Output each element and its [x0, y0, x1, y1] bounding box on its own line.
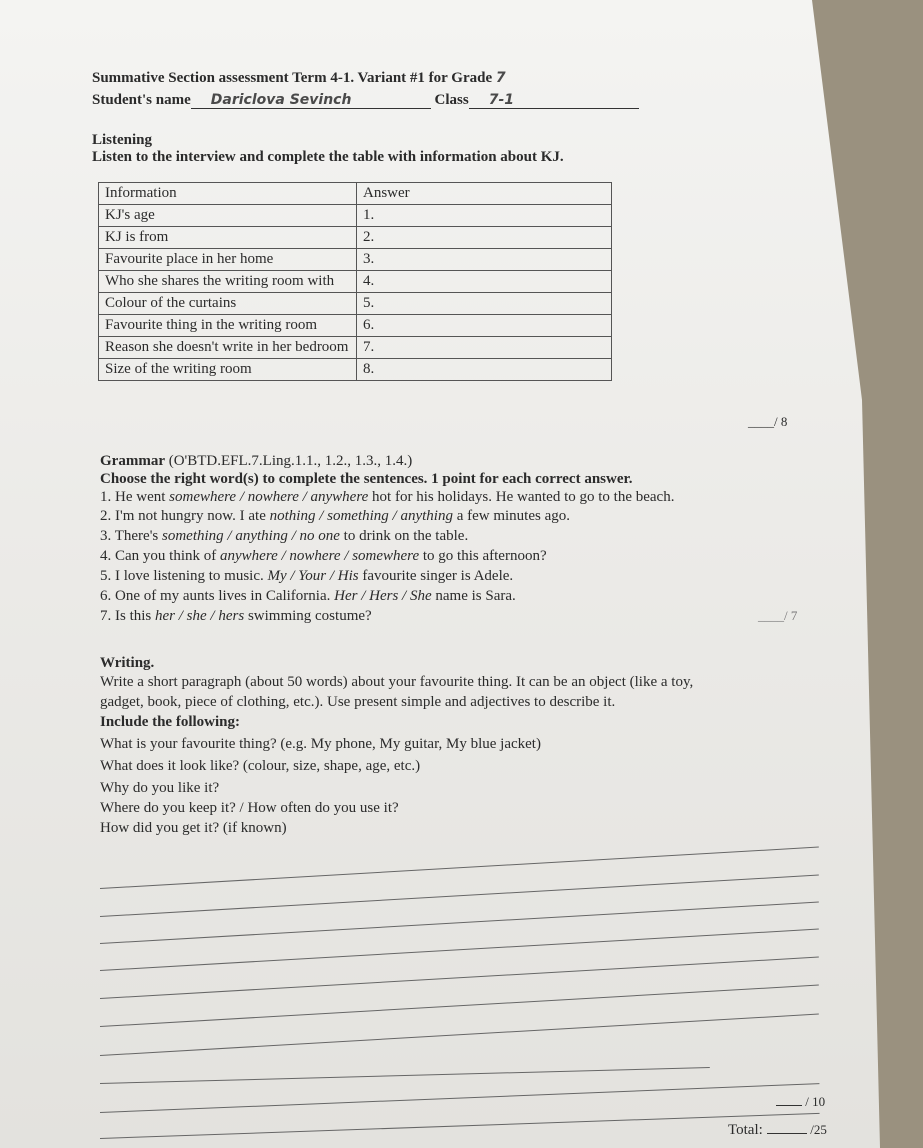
header-information: Information	[99, 183, 357, 205]
listening-instruction: Listen to the interview and complete the table with information about KJ.	[92, 149, 564, 165]
item-text: 5. I love listening to music.	[100, 568, 268, 584]
writing-instruction-1-text: Write a short paragraph (about 50 words) about your favourite thing. It can be an object (like a toy,	[100, 674, 694, 690]
grammar-item-5	[100, 568, 513, 585]
class-value: 7-1	[488, 92, 515, 108]
row-info: Size of the writing room	[99, 359, 357, 381]
row-answer[interactable]: 2.	[357, 227, 612, 249]
table-row	[99, 249, 612, 271]
grammar-code: (O'BTD.EFL.7.Ling.1.1., 1.2., 1.3., 1.4.)	[168, 453, 413, 469]
item-options[interactable]: anywhere / nowhere / somewhere	[220, 548, 420, 564]
grammar-heading: Grammar	[100, 453, 165, 469]
item-text: a few minutes ago.	[452, 508, 571, 524]
student-name-value: Dariclova Sevinch	[210, 92, 352, 108]
grammar-item-7	[100, 608, 372, 625]
grammar-item-6	[100, 588, 516, 605]
item-text: 3. There's	[100, 528, 162, 544]
total-score-blank[interactable]	[767, 1133, 807, 1134]
item-text: to drink on the table.	[339, 528, 469, 544]
grammar-score: ____/ 7	[758, 608, 798, 623]
writing-instruction-1	[100, 657, 150, 674]
row-info: KJ is from	[99, 227, 357, 249]
item-text: 1. He went	[100, 489, 170, 505]
row-info: Who she shares the writing room with	[99, 271, 357, 293]
item-text: 6. One of my aunts lives in California.	[100, 588, 335, 604]
grade-handwritten: 7	[495, 70, 506, 86]
assessment-title	[92, 70, 506, 87]
item-text: 2. I'm not hungry now. I ate	[100, 508, 270, 524]
item-options[interactable]: her / she / hers	[155, 608, 245, 624]
writing-prompt-4: Where do you keep it? / How often do you use it?	[100, 800, 399, 816]
writing-score-value: / 10	[805, 1094, 826, 1109]
writing-prompt-2: What does it look like? (colour, size, shape, age, etc.)	[100, 758, 421, 774]
include-heading: Include the following:	[100, 714, 241, 730]
writing-prompt-3: Why do you like it?	[100, 780, 220, 796]
grammar-item-3	[100, 528, 468, 545]
table-row	[99, 271, 612, 293]
grammar-item-1	[100, 489, 674, 506]
listening-table	[98, 182, 612, 381]
item-options[interactable]: Her / Hers / She	[334, 588, 432, 604]
item-text: name is Sara.	[431, 588, 516, 604]
student-info-line	[92, 92, 639, 109]
table-row	[99, 359, 612, 381]
table-row	[99, 315, 612, 337]
grammar-instruction: Choose the right word(s) to complete the sentences. 1 point for each correct answer.	[100, 471, 633, 487]
row-info: Reason she doesn't write in her bedroom	[99, 337, 357, 359]
total-label: Total:	[728, 1122, 763, 1138]
row-info: Favourite thing in the writing room	[99, 315, 357, 337]
row-answer[interactable]: 8.	[357, 359, 612, 381]
class-label: Class	[434, 92, 469, 108]
item-text: 4. Can you think of	[100, 548, 220, 564]
grammar-item-2	[100, 508, 570, 525]
item-options[interactable]: somewhere / nowhere / anywhere	[169, 489, 369, 505]
row-info: Colour of the curtains	[99, 293, 357, 315]
table-header-row	[99, 183, 612, 205]
item-options[interactable]: nothing / something / anything	[269, 508, 453, 524]
student-name-label: Student's name	[92, 92, 191, 108]
item-text: 7. Is this	[100, 608, 156, 624]
item-text: to go this afternoon?	[419, 548, 547, 564]
header-answer: Answer	[357, 183, 612, 205]
total-line	[728, 1122, 827, 1139]
table-row	[99, 205, 612, 227]
writing-score	[776, 1094, 825, 1110]
row-answer[interactable]: 5.	[357, 293, 612, 315]
row-info: KJ's age	[99, 205, 357, 227]
item-text: swimming costume?	[244, 608, 372, 624]
table-row	[99, 227, 612, 249]
class-field[interactable]	[469, 92, 639, 109]
writing-score-blank[interactable]	[776, 1105, 802, 1106]
row-answer[interactable]: 7.	[357, 337, 612, 359]
row-answer[interactable]: 6.	[357, 315, 612, 337]
row-answer[interactable]: 3.	[357, 249, 612, 271]
row-info: Favourite place in her home	[99, 249, 357, 271]
writing-heading: Writing.	[100, 655, 155, 671]
table-row	[99, 293, 612, 315]
writing-prompt-5: How did you get it? (if known)	[100, 820, 287, 836]
grammar-item-4	[100, 548, 547, 565]
item-options[interactable]: something / anything / no one	[162, 528, 340, 544]
item-text: hot for his holidays. He wanted to go to the beach.	[368, 489, 675, 505]
table-row	[99, 337, 612, 359]
grammar-heading-line	[100, 453, 412, 470]
listening-heading: Listening	[92, 132, 153, 148]
title-text: Summative Section assessment Term 4-1. Variant #1 for Grade	[92, 70, 493, 86]
listening-score: ____/ 8	[748, 414, 788, 429]
item-options[interactable]: My / Your / His	[267, 568, 359, 584]
item-text: favourite singer is Adele.	[358, 568, 514, 584]
writing-instruction-2: gadget, book, piece of clothing, etc.). Use present simple and adjectives to describe it.	[100, 694, 616, 710]
writing-prompt-1: What is your favourite thing? (e.g. My phone, My guitar, My blue jacket)	[100, 736, 541, 752]
total-score: /25	[810, 1122, 827, 1137]
row-answer[interactable]: 1.	[357, 205, 612, 227]
student-name-field[interactable]	[191, 92, 431, 109]
row-answer[interactable]: 4.	[357, 271, 612, 293]
